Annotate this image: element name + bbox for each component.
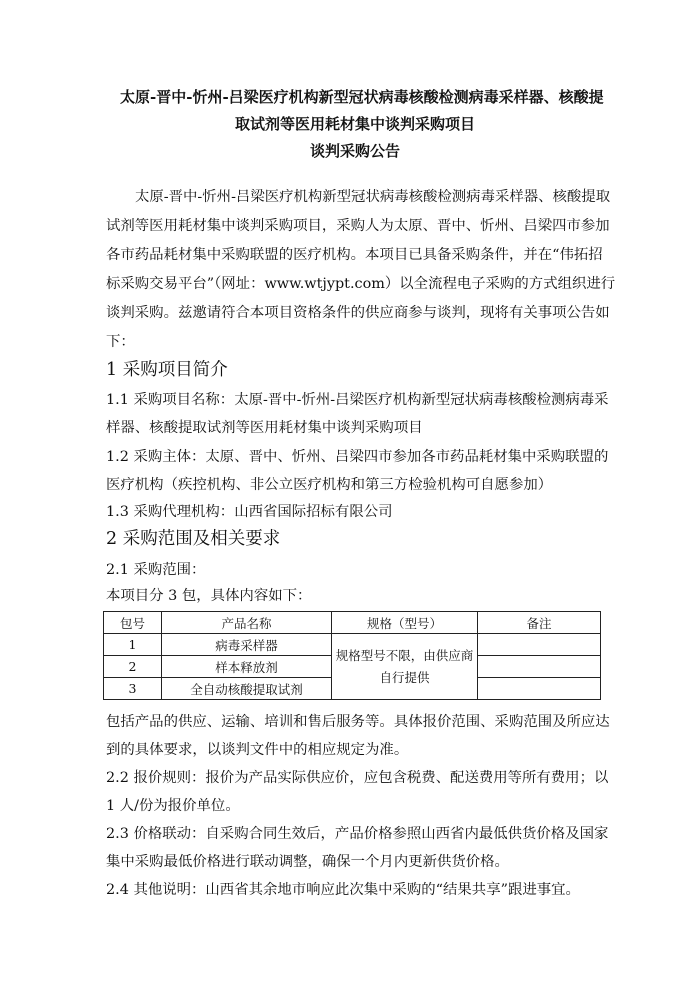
intro-line: 各市药品耗材集中采购联盟的医疗机构。本项目已具备采购条件，并在“伟拓招	[106, 247, 603, 263]
package-no-cell: 2	[104, 656, 162, 678]
header-spec: 规格（型号）	[332, 612, 478, 634]
intro-line: 试剂等医用耗材集中谈判采购项目，采购人为太原、晋中、忻州、吕梁四市参加	[106, 218, 610, 234]
document-title-line-1: 太原-晋中-忻州-吕梁医疗机构新型冠状病毒核酸检测病毒采样器、核酸提	[120, 88, 604, 106]
product-name-cell: 病毒采样器	[162, 634, 332, 656]
spec-line-1: 规格型号不限，由供应商	[335, 647, 474, 663]
section-2-line: 2.3 价格联动：自采购合同生效后，产品价格参照山西省内最低供货价格及国家	[106, 826, 609, 842]
intro-line: 标采购交易平台”（网址：www.wtjypt.com）以全流程电子采购的方式组织进行	[106, 276, 616, 292]
spec-line-2: 自行提供	[379, 669, 430, 685]
remark-cell	[478, 656, 601, 678]
remark-cell	[478, 634, 601, 656]
section-1-line: 样器、核酸提取试剂等医用耗材集中谈判采购项目	[106, 420, 423, 436]
intro-line: 谈判采购。兹邀请符合本项目资格条件的供应商参与谈判，现将有关事项公告如	[106, 305, 610, 321]
section-2-line: 1 人/份为报价单位。	[106, 798, 240, 814]
section-1-heading: 1 采购项目简介	[106, 360, 228, 380]
intro-line: 下：	[106, 334, 135, 350]
table-row	[104, 634, 601, 656]
intro-line: 太原-晋中-忻州-吕梁医疗机构新型冠状病毒核酸检测病毒采样器、核酸提取	[135, 189, 611, 205]
package-no-cell: 3	[104, 678, 162, 700]
section-2-line: 到的具体要求，以谈判文件中的相应规定为准。	[106, 742, 409, 758]
section-2-heading: 2 采购范围及相关要求	[106, 529, 281, 549]
remark-cell	[478, 678, 601, 700]
scope-label: 2.1 采购范围：	[106, 562, 206, 578]
header-package-no: 包号	[104, 612, 162, 634]
document-title-line-2: 取试剂等医用耗材集中谈判采购项目	[234, 115, 475, 133]
header-product-name: 产品名称	[162, 612, 332, 634]
section-1-line: 1.3 采购代理机构：山西省国际招标有限公司	[106, 504, 393, 520]
table-header-row	[104, 612, 601, 634]
section-2-line: 2.2 报价规则：报价为产品实际供应价，应包含税费、配送费用等所有费用；以	[106, 770, 609, 786]
section-1-line: 医疗机构（疾控机构、非公立医疗机构和第三方检验机构可自愿参加）	[106, 477, 553, 493]
header-remark: 备注	[478, 612, 601, 634]
section-2-line: 集中采购最低价格进行联动调整，确保一个月内更新供货价格。	[106, 854, 509, 870]
package-no-cell: 1	[104, 634, 162, 656]
section-2-line: 包括产品的供应、运输、培训和售后服务等。具体报价范围、采购范围及所应达	[106, 714, 610, 730]
section-1-line: 1.1 采购项目名称：太原-晋中-忻州-吕梁医疗机构新型冠状病毒核酸检测病毒采	[106, 392, 609, 408]
product-name-cell: 全自动核酸提取试剂	[162, 678, 332, 700]
product-name-cell: 样本释放剂	[162, 656, 332, 678]
section-1-line: 1.2 采购主体：太原、晋中、忻州、吕梁四市参加各市药品耗材集中采购联盟的	[106, 449, 609, 465]
section-2-line: 2.4 其他说明：山西省其余地市响应此次集中采购的“结果共享”跟进事宜。	[106, 882, 580, 898]
package-table	[103, 611, 601, 700]
table-intro: 本项目分 3 包，具体内容如下：	[106, 588, 312, 604]
spec-cell	[332, 634, 478, 700]
document-title-line-3: 谈判采购公告	[309, 142, 400, 160]
